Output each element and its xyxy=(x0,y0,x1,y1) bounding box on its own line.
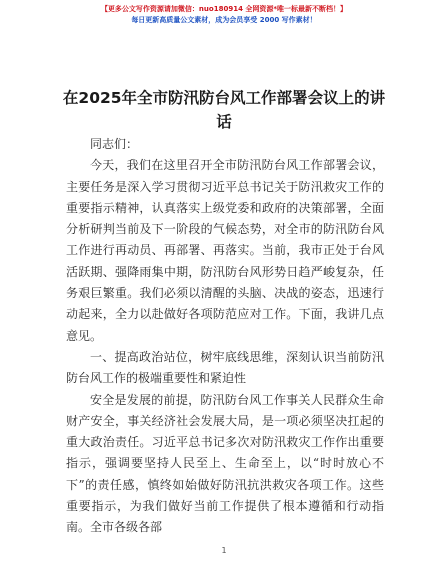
body-paragraph: 今天，我们在这里召开全市防汛防台风工作部署会议，主要任务是深入学习贯彻习近平总书记关于防汛救灾工作的重要指示精神，认真落实上级党委和政府的决策部署，全面分析研判当前及下一阶段的气候态势，对全市的防汛防台风工作进行再动员、再部署、再落实。当前，我市正处于台风活跃期、强降雨集中期，防汛防台风形势日趋严峻复杂，任务艰巨繁重。我们必须以清醒的头脑、决战的姿态，迅速行动起来，全力以赴做好各项防范应对工作。下面，我讲几点意见。 xyxy=(66,158,384,343)
page-number: 1 xyxy=(221,546,227,555)
salutation: 同志们： xyxy=(90,137,139,151)
body-paragraph: 安全是发展的前提，防汛防台风工作事关人民群众生命财产安全，事关经济社会发展大局，是一项必须坚决扛起的重大政治责任。习近平总书记多次对防汛救灾工作作出重要指示，强调要坚持人民至上、生命至上，以“时时放心不下”的责任感，慎终如始做好防汛抗洪救灾各项工作。这些重要指示，为我们做好当前工作提供了根本遵循和行动指南。全市各级各部 xyxy=(66,392,384,535)
document-body xyxy=(66,134,384,539)
promo-banner-line-1: 【更多公文写作资源请加微信：nuo180914 全网资源*唯一标最新不断档！】 xyxy=(100,5,348,13)
section-heading: 一、提高政治站位，树牢底线思维，深刻认识当前防汛防台风工作的极端重要性和紧迫性 xyxy=(66,349,384,386)
promo-banner xyxy=(0,4,448,26)
promo-banner-line-2: 每日更新高质量公文素材，成为会员享受 2000 写作素材！ xyxy=(131,16,317,24)
document-title: 在2025年全市防汛防台风工作部署会议上的讲话 xyxy=(62,89,386,131)
